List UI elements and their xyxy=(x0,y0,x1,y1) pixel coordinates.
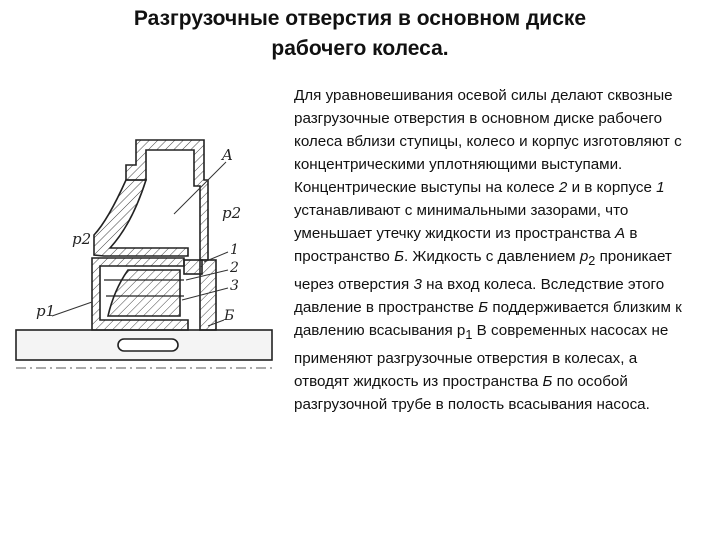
label-p2-left: p2 xyxy=(72,230,92,248)
label-1: 1 xyxy=(230,242,239,258)
impeller xyxy=(92,180,188,330)
label-2: 2 xyxy=(230,260,239,276)
slide-title xyxy=(60,4,660,64)
shaft xyxy=(16,330,272,368)
label-A: A xyxy=(222,146,233,164)
label-B: Б xyxy=(224,308,235,324)
title-line-2: рабочего колеса. xyxy=(271,37,449,60)
description-paragraph: Для уравновешивания осевой силы делают сквозные разгрузочные отверстия в основном диске рабочего колеса вблизи ступицы, колесо и корпус изготовляют с концентрическими уплотняющими выступами. Концентрические выступы на колесе 2 и в корпусе 1 устанавливают с минимальными зазорами, что уменьшает утечку жидкости из пространства А в пространство Б. Жидкость с давлением $p_2$ проникает через отверстия 3 на вход колеса. Вследствие этого давление в пространстве Б поддерживается близким к давлению всасывания $p_1$ В современных насосах не применяют разгрузочные отверстия в колесах, а отводят жидкость из пространства Б по особой разгрузочной трубе в полость всасывания насоса. xyxy=(294,87,682,414)
impeller-diagram xyxy=(8,120,276,410)
label-3: 3 xyxy=(230,278,239,294)
title-line-1: Разгрузочные отверстия в основном диске xyxy=(133,7,587,30)
label-p1: p1 xyxy=(36,302,56,320)
label-p2-right: p2 xyxy=(222,204,242,222)
